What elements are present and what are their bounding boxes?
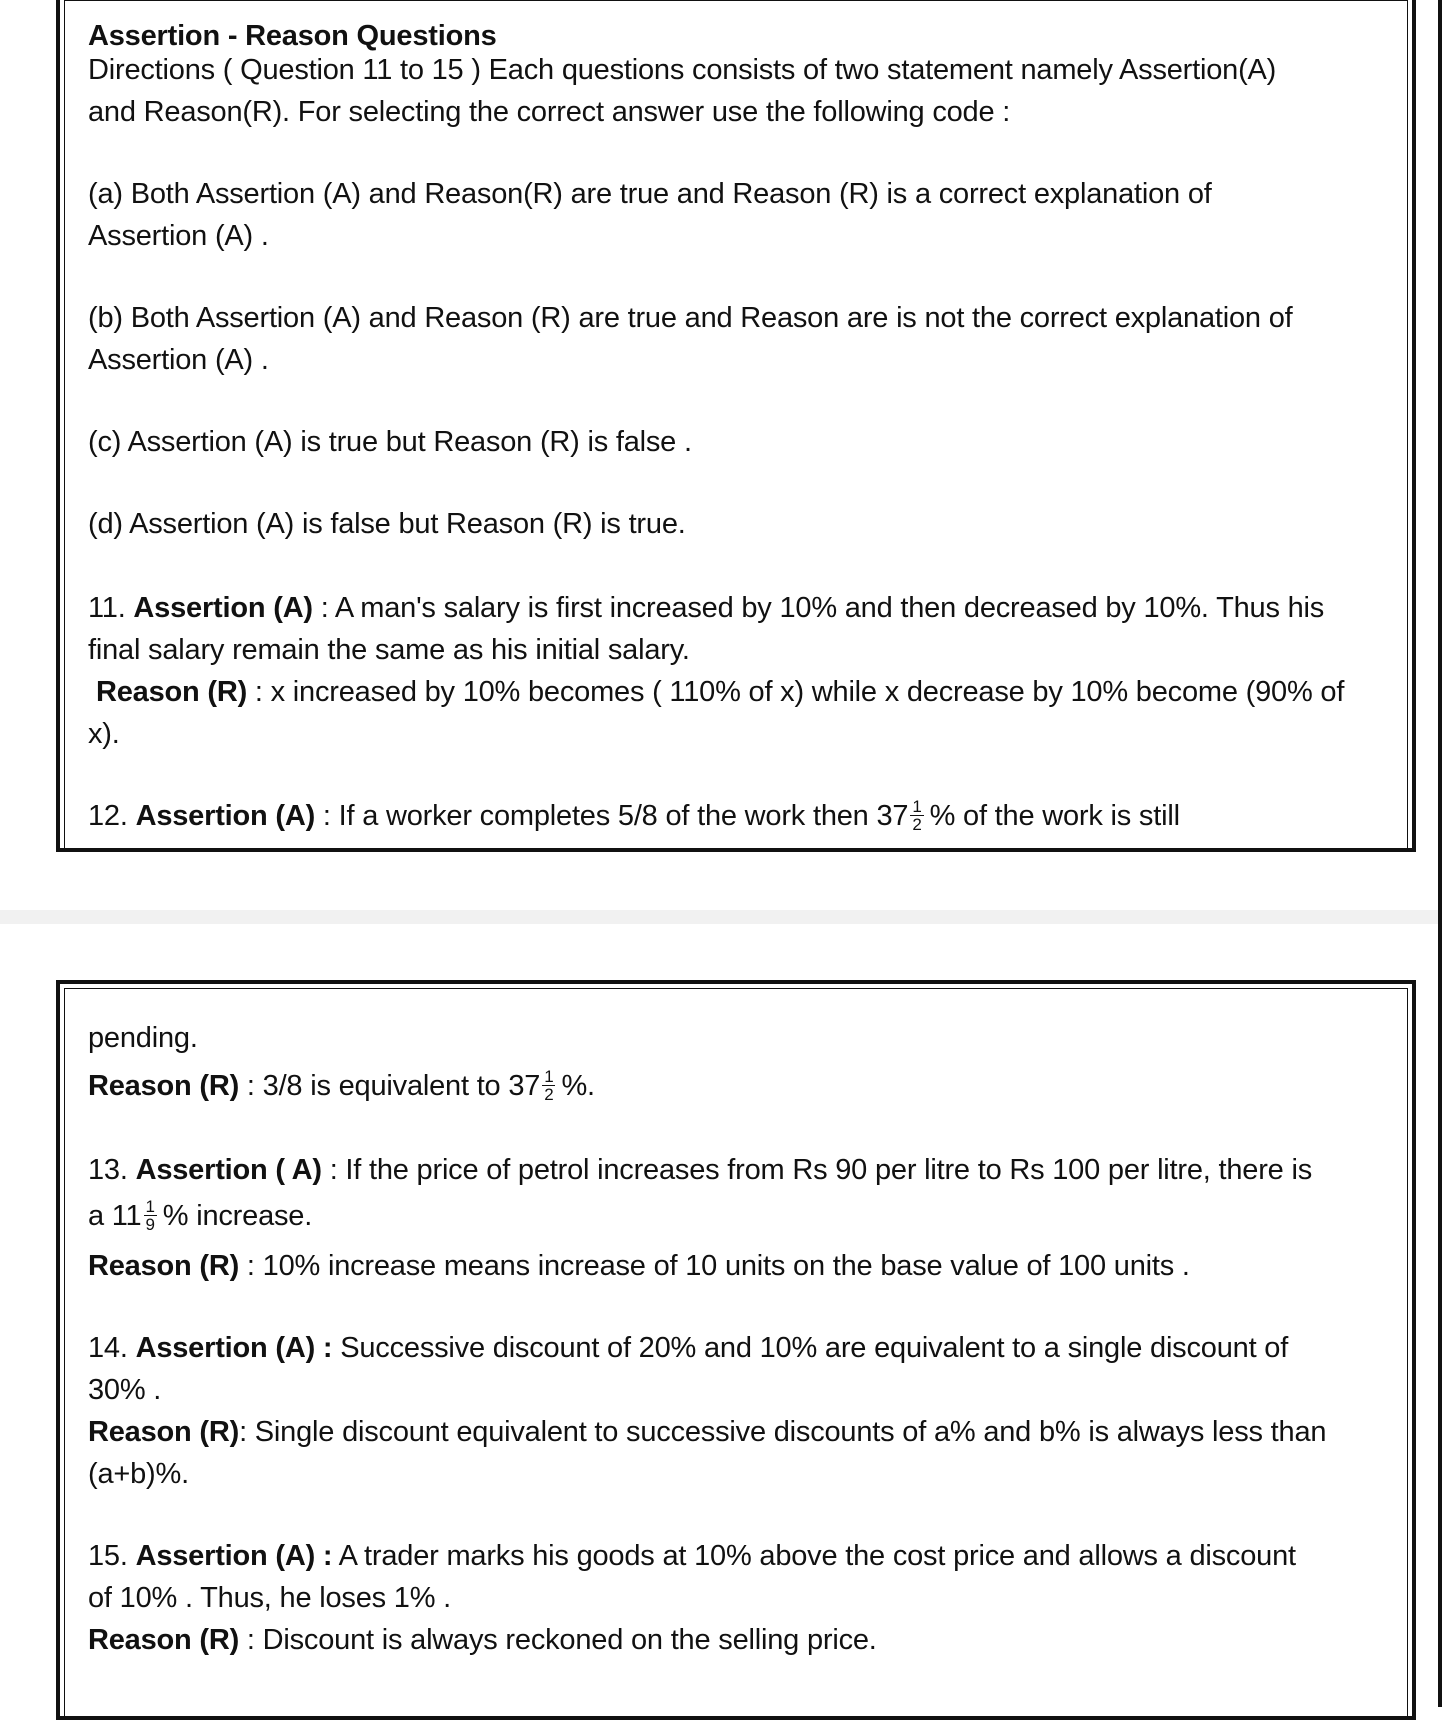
q15-assertion-line-1: [88, 1536, 1296, 1577]
q14-reason-label: Reason (R): [88, 1416, 240, 1448]
q12-assertion-text-end: % of the work is still: [929, 800, 1180, 832]
page-gap: [0, 910, 1438, 924]
fraction-denominator: 2: [912, 814, 922, 834]
q13-reason-label: Reason (R): [88, 1250, 240, 1282]
fraction-denominator: 9: [145, 1214, 155, 1234]
directions-line-1: Directions ( Question 11 to 15 ) Each questions consists of two statement namely Assertion(A): [88, 54, 1277, 86]
q12-continued-line: pending.: [88, 1022, 198, 1054]
page-1-box: [56, 0, 1416, 852]
q14-reason-line-2: (a+b)%.: [88, 1458, 189, 1490]
fraction: [144, 1198, 157, 1233]
code-b-line-2: Assertion (A) .: [88, 344, 269, 376]
q12-assertion-line-1: [88, 796, 1180, 837]
q14-reason-line-1: [88, 1412, 1326, 1453]
q13-line2-text-end: % increase.: [162, 1200, 313, 1232]
q11-reason-line-2: x).: [88, 718, 120, 750]
directions-line-2: and Reason(R). For selecting the correct answer use the following code :: [88, 96, 1011, 128]
q15-assertion-label: Assertion (A) :: [135, 1540, 333, 1572]
q14-assertion-label: Assertion (A) :: [135, 1332, 333, 1364]
page-edge-line: [1438, 0, 1442, 1707]
q13-assertion-text: : If the price of petrol increases from Rs 90 per litre to Rs 100 per litre, there is: [321, 1154, 1313, 1186]
q15-assertion-text: A trader marks his goods at 10% above the cost price and allows a discount: [332, 1540, 1296, 1572]
q13-reason-line: [88, 1246, 1190, 1287]
fraction-numerator: 1: [544, 1066, 554, 1086]
q14-number: 14.: [88, 1332, 128, 1364]
page-2-box: [56, 980, 1416, 1720]
fraction: [910, 798, 923, 833]
q11-assertion-text: : A man's salary is first increased by 10% and then decreased by 10%. Thus his: [312, 592, 1325, 624]
q11-assertion-line-2: final salary remain the same as his initial salary.: [88, 634, 690, 666]
fraction-numerator: 1: [912, 796, 922, 816]
q13-assertion-label: Assertion ( A): [135, 1154, 322, 1186]
q11-reason-text: : x increased by 10% becomes ( 110% of x) while x decrease by 10% become (90% of: [247, 676, 1345, 708]
q13-number: 13.: [88, 1154, 128, 1186]
q15-reason-line: [88, 1620, 877, 1661]
q12-reason-text: : 3/8 is equivalent to 37: [239, 1070, 541, 1102]
q12-assertion-label: Assertion (A): [135, 800, 316, 832]
q15-number: 15.: [88, 1540, 128, 1572]
q12-reason-label: Reason (R): [88, 1070, 240, 1102]
code-a-line-2: Assertion (A) .: [88, 220, 269, 252]
code-c: (c) Assertion (A) is true but Reason (R) is false .: [88, 426, 692, 458]
q11-number: 11.: [88, 592, 126, 624]
code-b-line-1: (b) Both Assertion (A) and Reason (R) are true and Reason are is not the correct explanation of: [88, 302, 1293, 334]
code-d: (d) Assertion (A) is false but Reason (R) is true.: [88, 508, 686, 540]
q13-assertion-line-1: [88, 1150, 1312, 1191]
fraction-denominator: 2: [544, 1084, 554, 1104]
q11-assertion-line-1: [88, 588, 1324, 629]
q15-reason-label: Reason (R): [88, 1624, 240, 1656]
q11-reason-line-1: [96, 672, 1344, 713]
q13-line2-text: a 11: [88, 1200, 142, 1232]
q14-assertion-line-1: [88, 1328, 1288, 1369]
fraction-numerator: 1: [145, 1196, 155, 1216]
q14-reason-text: : Single discount equivalent to successive discounts of a% and b% is always less than: [239, 1416, 1327, 1448]
fraction: [542, 1068, 555, 1103]
q11-assertion-label: Assertion (A): [133, 592, 313, 624]
q11-reason-label: Reason (R): [96, 676, 248, 708]
q12-assertion-text: : If a worker completes 5/8 of the work then 37: [315, 800, 909, 832]
q14-assertion-text: Successive discount of 20% and 10% are equivalent to a single discount of: [332, 1332, 1289, 1364]
q12-number: 12.: [88, 800, 128, 832]
q13-assertion-line-2: [88, 1196, 312, 1237]
q15-reason-text: : Discount is always reckoned on the selling price.: [239, 1624, 877, 1656]
q12-reason-text-end: %.: [561, 1070, 595, 1102]
q13-reason-text: : 10% increase means increase of 10 units on the base value of 100 units .: [239, 1250, 1190, 1282]
section-title: Assertion - Reason Questions: [88, 20, 497, 52]
q12-reason-line: [88, 1066, 595, 1107]
q15-assertion-line-2: of 10% . Thus, he loses 1% .: [88, 1582, 452, 1614]
code-a-line-1: (a) Both Assertion (A) and Reason(R) are true and Reason (R) is a correct explanation of: [88, 178, 1212, 210]
q14-assertion-line-2: 30% .: [88, 1374, 162, 1406]
